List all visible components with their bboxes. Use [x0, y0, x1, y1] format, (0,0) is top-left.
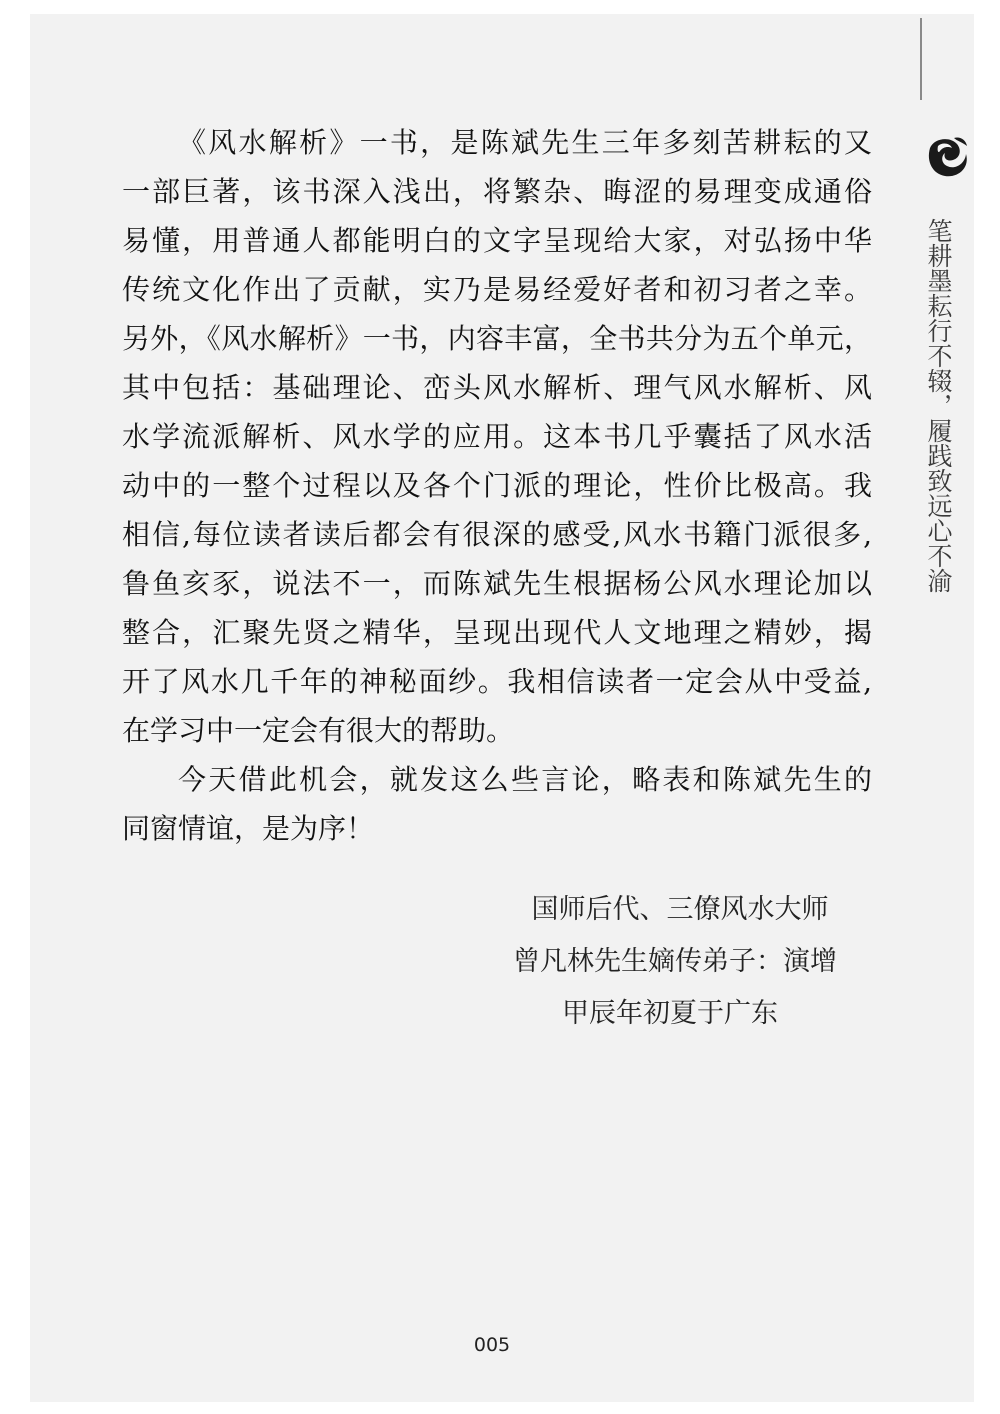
- text-line: 易懂，用普通人都能明白的文字呈现给大家，对弘扬中华: [122, 224, 872, 257]
- paragraph-2: [122, 755, 872, 853]
- text-line: 《风水解析》一书，是陈斌先生三年多刻苦耕耘的又: [178, 126, 872, 159]
- text-line: 在学习中一定会有很大的帮助。: [122, 714, 515, 747]
- paragraph-1: [122, 118, 872, 755]
- text-line: 相信,每位读者读后都会有很深的感受,风水书籍门派很多,: [122, 518, 872, 551]
- text-line: 另外，《风水解析》一书，内容丰富，全书共分为五个单元，: [122, 322, 872, 355]
- yinyang-swirl-logo-icon: [924, 134, 970, 180]
- text-line: 整合，汇聚先贤之精华，呈现出现代人文地理之精妙，揭: [122, 616, 872, 649]
- side-slogan: 笔耕墨耘行不辍，履践致远心不渝: [924, 218, 953, 593]
- text-line: 今天借此机会，就发这么些言论，略表和陈斌先生的: [178, 763, 872, 796]
- text-line: 鲁鱼亥豕，说法不一，而陈斌先生根据杨公风水理论加以: [122, 567, 872, 600]
- signature-block: [470, 884, 870, 1040]
- signature-title: 国师后代、三僚风水大师: [531, 894, 829, 925]
- text-line: 传统文化作出了贡献，实乃是易经爱好者和初习者之幸。: [122, 273, 872, 306]
- page-number: 005: [473, 1334, 511, 1356]
- text-line: 同窗情谊，是为序！: [122, 812, 375, 845]
- preface-body: [122, 118, 872, 853]
- side-divider-rule: [920, 18, 922, 100]
- text-line: 其中包括：基础理论、峦头风水解析、理气风水解析、风: [122, 371, 872, 404]
- text-line: 动中的一整个过程以及各个门派的理论，性价比极高。我: [122, 469, 872, 502]
- text-line: 水学流派解析、风水学的应用。这本书几乎囊括了风水活: [122, 420, 872, 453]
- signature-date-place: 甲辰年初夏于广东: [562, 998, 778, 1029]
- signature-author: 曾凡林先生嫡传弟子：演增: [513, 946, 837, 977]
- text-line: 一部巨著，该书深入浅出，将繁杂、晦涩的易理变成通俗: [122, 175, 872, 208]
- text-line: 开了风水几千年的神秘面纱。我相信读者一定会从中受益,: [122, 665, 872, 698]
